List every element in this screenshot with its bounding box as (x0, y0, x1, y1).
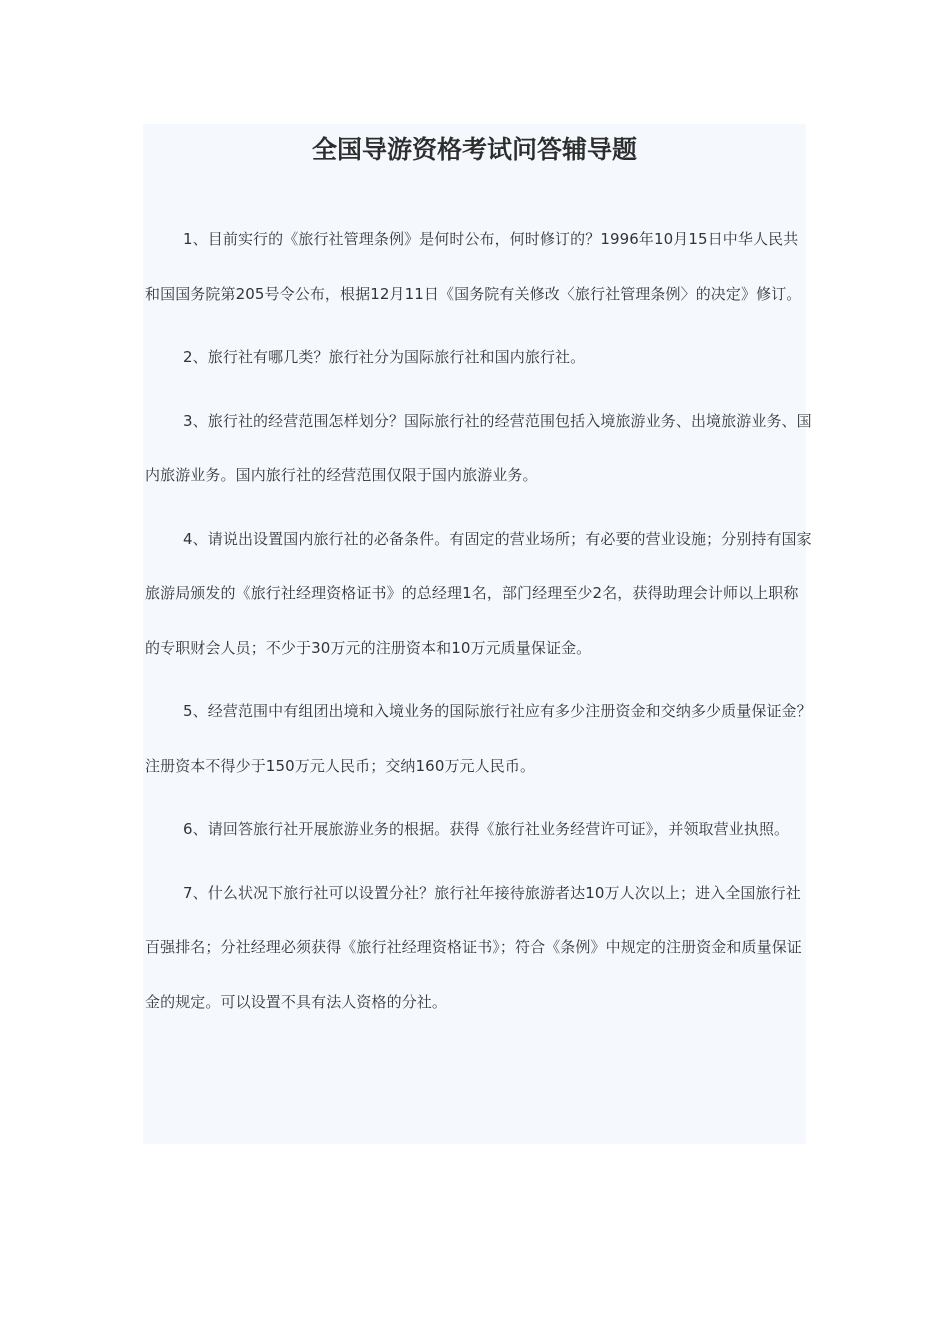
qa-item-2: 2、旅行社有哪几类？旅行社分为国际旅行社和国内旅行社。 (183, 348, 586, 366)
qa-item-5: 5、经营范围中有组团出境和入境业务的国际旅行社应有多少注册资金和交纳多少质量保证金？注册资本不得少于150万元人民币；交纳160万元人民币。 (145, 702, 812, 775)
qa-list (145, 212, 813, 1038)
qa-item-7: 7、什么状况下旅行社可以设置分社？旅行社年接待旅游者达10万人次以上；进入全国旅行社百强排名；分社经理必须获得《旅行社经理资格证书》；符合《条例》中规定的注册资金和质量保证金的规定。可以设置不具有法人资格的分社。 (145, 883, 802, 1011)
qa-item-3: 3、旅行社的经营范围怎样划分？国际旅行社的经营范围包括入境旅游业务、出境旅游业务、国内旅游业务。国内旅行社的经营范围仅限于国内旅游业务。 (145, 411, 812, 484)
qa-item-1: 1、目前实行的《旅行社管理条例》是何时公布，何时修订的？1996年10月15日中华人民共和国国务院第205号令公布，根据12月11日《国务院有关修改〈旅行社管理条例〉的决定》修订。 (145, 230, 802, 303)
qa-item-6: 6、请回答旅行社开展旅游业务的根据。获得《旅行社业务经营许可证》，并领取营业执照。 (183, 820, 790, 838)
document-title: 全国导游资格考试问答辅导题 (311, 135, 637, 164)
qa-item-4: 4、请说出设置国内旅行社的必备条件。有固定的营业场所；有必要的营业设施；分别持有国家旅游局颁发的《旅行社经理资格证书》的总经理1名，部门经理至少2名，获得助理会计师以上职称的专职财会人员；不少于30万元的注册资本和10万元质量保证金。 (145, 529, 812, 657)
